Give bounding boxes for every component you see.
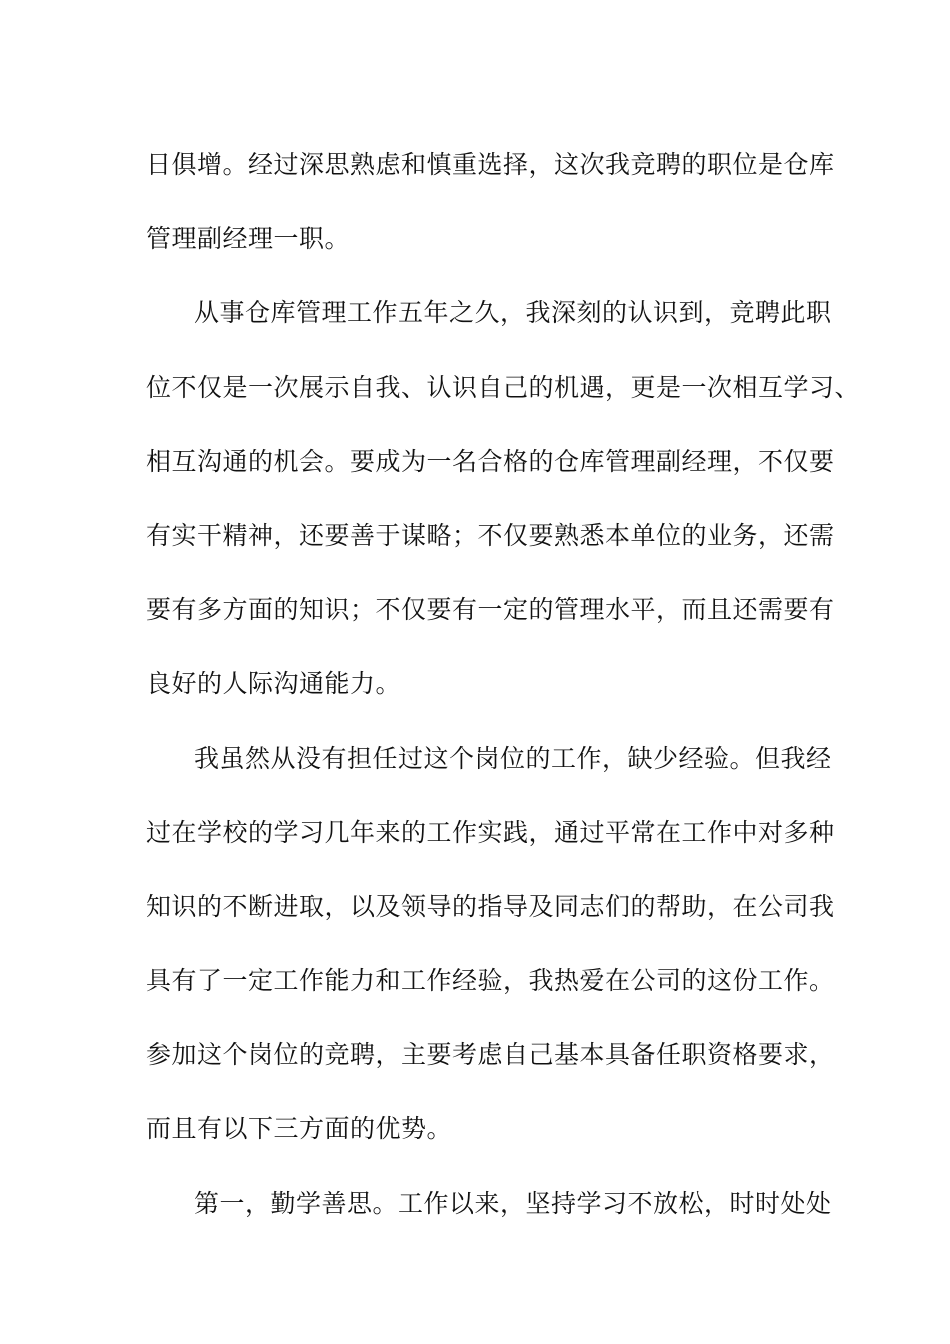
paragraph-first-line: 我虽然从没有担任过这个岗位的工作，缺少经验。但我经 (194, 743, 832, 773)
text-line: 而且有以下三方面的优势。 (146, 1114, 453, 1144)
text-line: 相互沟通的机会。要成为一名合格的仓库管理副经理，不仅要 (146, 446, 835, 476)
text-line: 日俱增。经过深思熟虑和慎重选择，这次我竞聘的职位是仓库 (146, 150, 835, 179)
text-line: 参加这个岗位的竞聘，主要考虑自己基本具备任职资格要求， (146, 1040, 835, 1070)
body-text (146, 128, 861, 1241)
text-line: 位不仅是一次展示自我、认识自己的机遇，更是一次相互学习、 (146, 372, 861, 402)
paragraph-first-line: 从事仓库管理工作五年之久，我深刻的认识到，竞聘此职 (194, 298, 832, 328)
text-line: 要有多方面的知识；不仅要有一定的管理水平，而且还需要有 (146, 595, 835, 625)
text-line: 管理副经理一职。 (146, 224, 351, 254)
text-line: 具有了一定工作能力和工作经验，我热爱在公司的这份工作。 (146, 966, 835, 996)
text-line: 有实干精神，还要善于谋略；不仅要熟悉本单位的业务，还需 (146, 520, 835, 550)
paragraph-first-line: 第一，勤学善思。工作以来，坚持学习不放松，时时处处 (194, 1188, 832, 1218)
text-line: 过在学校的学习几年来的工作实践，通过平常在工作中对多种 (146, 817, 835, 847)
text-line: 知识的不断进取，以及领导的指导及同志们的帮助，在公司我 (146, 891, 835, 921)
text-line: 良好的人际沟通能力。 (146, 669, 402, 699)
